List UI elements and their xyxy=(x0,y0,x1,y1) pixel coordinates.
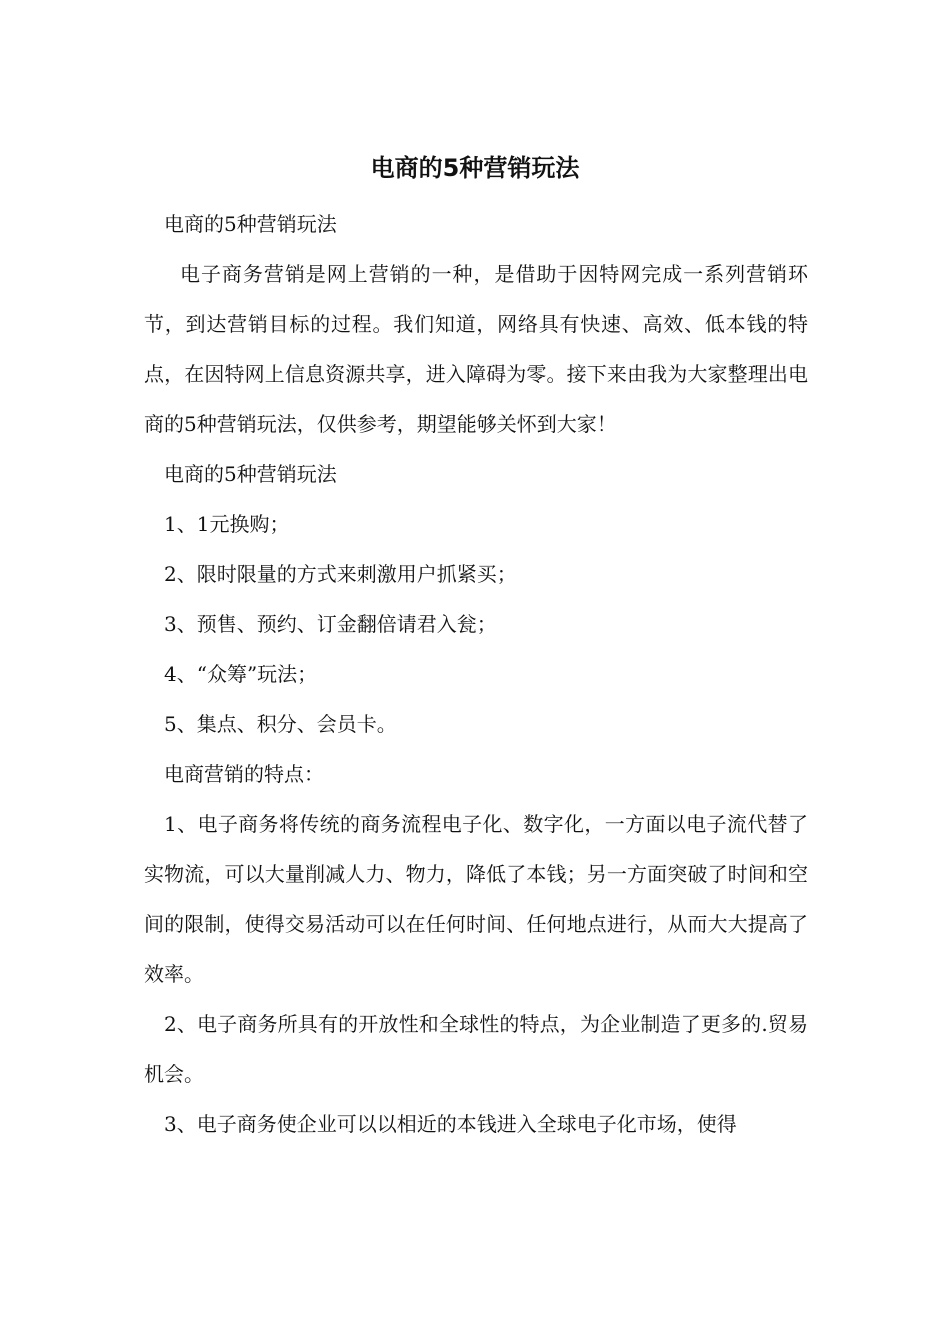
document-body xyxy=(144,199,808,1149)
paragraph-intro: 电子商务营销是网上营销的一种，是借助于因特网完成一系列营销环节，到达营销目标的过程。我们知道，网络具有快速、高效、低本钱的特点，在因特网上信息资源共享，进入障碍为零。接下来由我为大家整理出电商的5种营销玩法，仅供参考，期望能够关怀到大家！ xyxy=(144,262,808,436)
paragraph-heading: 电商营销的特点： xyxy=(164,762,324,786)
paragraph-feature: 1、电子商务将传统的商务流程电子化、数字化，一方面以电子流代替了实物流，可以大量削减人力、物力，降低了本钱；另一方面突破了时间和空间的限制，使得交易活动可以在任何时间、任何地点进行，从而大大提高了效率。 xyxy=(144,812,808,986)
paragraph-heading: 电商的5种营销玩法 xyxy=(164,462,337,486)
list-item: 4、“众筹”玩法； xyxy=(164,662,318,686)
list-item: 5、集点、积分、会员卡。 xyxy=(164,712,397,736)
document-title: 电商的5种营销玩法 xyxy=(370,154,580,182)
list-item: 2、限时限量的方式来刺激用户抓紧买； xyxy=(164,562,517,586)
paragraph-feature: 3、电子商务使企业可以以相近的本钱进入全球电子化市场，使得 xyxy=(164,1112,737,1136)
list-item: 1、1元换购； xyxy=(164,512,290,536)
paragraph-heading: 电商的5种营销玩法 xyxy=(164,212,337,236)
paragraph-feature: 2、电子商务所具有的开放性和全球性的特点，为企业制造了更多的.贸易机会。 xyxy=(144,1012,808,1086)
list-item: 3、预售、预约、订金翻倍请君入瓮； xyxy=(164,612,497,636)
